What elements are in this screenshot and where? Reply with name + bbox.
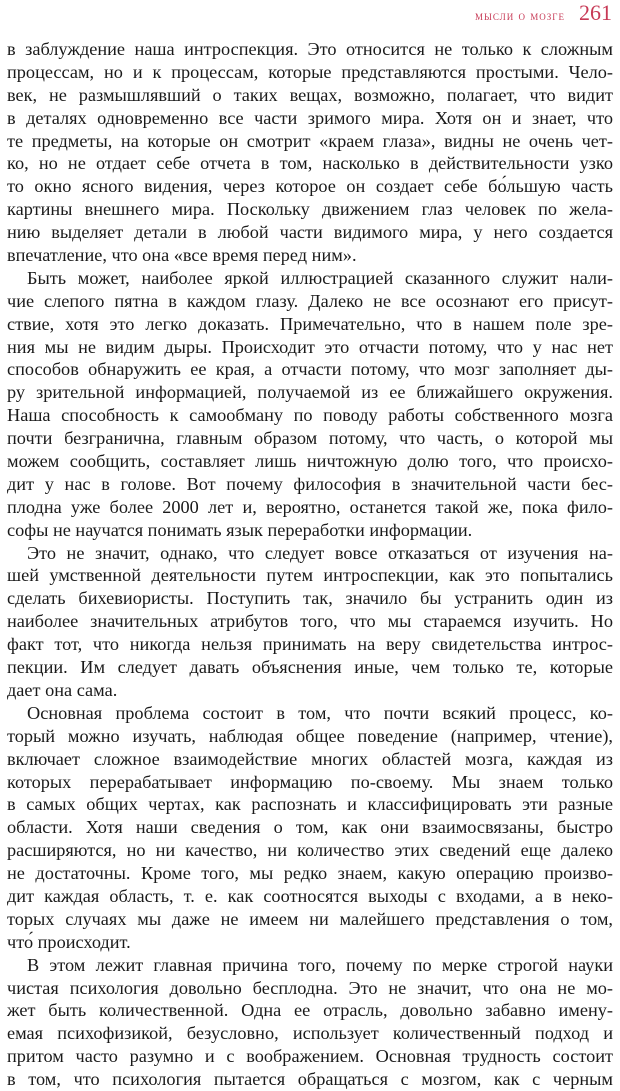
page-header	[475, 0, 612, 30]
text-line: В этом лежит главная причина того, почему по мерке строгой науки	[27, 954, 613, 975]
text-line: расширяются, но ни качество, ни количество этих сведений еще далеко	[7, 840, 613, 861]
page-number: 261	[579, 0, 612, 25]
text-line: которых перерабатывает информацию по-своему. Мы знаем только	[7, 771, 613, 792]
text-line: емая психофизикой, безусловно, использует количественный подход и	[7, 1023, 613, 1044]
body-text	[7, 38, 613, 1091]
text-line: ру зрительной информацией, получаемой из ее ближайшего окружения.	[7, 382, 613, 403]
running-title: мысли о мозге	[475, 8, 565, 23]
paragraph	[7, 702, 613, 954]
text-line: дит каждая область, т. е. как соотносятся выходы с входами, а в неко-	[7, 885, 613, 906]
text-line: Быть может, наиболее яркой иллюстрацией сказанного служит нали-	[27, 267, 613, 288]
text-line: не достаточны. Кроме того, мы редко знаем, какую операцию произво-	[7, 863, 613, 884]
text-line: в самых общих чертах, как распознать и классифицировать эти разные	[7, 794, 613, 815]
text-line: Наша способность к самообману по поводу работы собственного мозга	[7, 405, 613, 426]
text-line: факт тот, что никогда нельзя принимать на веру свидетельства интрос-	[7, 634, 613, 655]
text-line: Это не значит, однако, что следует вовсе отказаться от изучения на-	[27, 542, 613, 563]
text-line: дит у нас в голове. Вот почему философия в значительной части бес-	[7, 473, 613, 494]
text-line: жет быть количественной. Одна ее отрасль, довольно забавно имену-	[7, 1000, 613, 1021]
text-line: включает сложное взаимодействие многих областей мозга, каждая из	[7, 748, 613, 769]
text-line: ствие, хотя это легко доказать. Примечательно, что в нашем поле зре-	[7, 313, 613, 334]
text-line: процессам, но и к процессам, которые представляются простыми. Чело-	[7, 61, 613, 82]
text-line: в заблуждение наша интроспекция. Это относится не только к сложным	[7, 39, 613, 59]
text-line: ния мы не видим дыры. Происходит это отчасти потому, что у нас нет	[7, 336, 613, 357]
text-line: сделать бихевиористы. Поступить так, значило бы устранить один из	[7, 588, 613, 609]
text-line: способов обнаружить ее края, а отчасти потому, что мозг заполняет ды-	[7, 359, 613, 380]
text-line: чие слепого пятна в каждом глазу. Далеко не все осознают его присут-	[7, 290, 613, 311]
text-line: дает она сама.	[7, 679, 118, 700]
paragraph	[7, 38, 613, 267]
text-line: Основная проблема состоит в том, что почти всякий процесс, ко-	[27, 702, 613, 723]
paragraph	[7, 267, 613, 542]
text-line: то окно ясного видения, через которое он создает себе бо́льшую часть	[7, 176, 613, 197]
text-line: софы не научатся понимать язык переработки информации.	[7, 519, 473, 540]
text-line: наиболее значительных атрибутов того, что мы стараемся изучить. Но	[7, 611, 613, 632]
text-line: торый можно изучать, наблюдая общее поведение (например, чтение),	[7, 725, 613, 746]
text-line: что́ происходит.	[7, 931, 131, 952]
text-line: области. Хотя наши сведения о том, как они взаимосвязаны, быстро	[7, 817, 613, 838]
text-line: притом часто разумно и с воображением. Основная трудность состоит	[7, 1046, 613, 1067]
text-line: впечатление, что она «все время перед ним».	[7, 245, 357, 266]
text-line: в том, что психология пытается обращаться с мозгом, как с черным	[7, 1069, 613, 1090]
text-line: торых случаях мы даже не имеем ни малейшего представления о том,	[7, 908, 613, 929]
text-line: век, не размышлявший о таких вещах, возможно, полагает, что видит	[7, 84, 613, 105]
paragraph	[7, 542, 613, 702]
text-line: шей умственной деятельности путем интроспекции, как это попытались	[7, 565, 613, 586]
text-line: пекции. Им следует давать объяснения иные, чем только те, которые	[7, 657, 613, 678]
text-line: почти безгранична, главным образом потому, что часть, о которой мы	[7, 428, 613, 449]
text-line: в деталях одновременно все части зримого мира. Хотя он и знает, что	[7, 107, 613, 128]
text-line: чистая психология довольно бесплодна. Это не значит, что она не мо-	[7, 977, 613, 998]
text-line: картины внешнего мира. Поскольку движением глаз человек по жела-	[7, 199, 613, 220]
text-line: ко, но не отдает себе отчета в том, насколько в действительности узко	[7, 153, 613, 174]
text-line: плодна уже более 2000 лет и, вероятно, останется такой же, пока фило-	[7, 496, 613, 517]
text-line: нию выделяет детали в любой части видимого мира, у него создается	[7, 222, 613, 243]
text-line: те предметы, на которые он смотрит «краем глаза», видны не очень чет-	[7, 130, 613, 151]
paragraph	[7, 954, 613, 1091]
text-line: можем сообщить, составляет лишь ничтожную долю того, что происхо-	[7, 451, 613, 472]
